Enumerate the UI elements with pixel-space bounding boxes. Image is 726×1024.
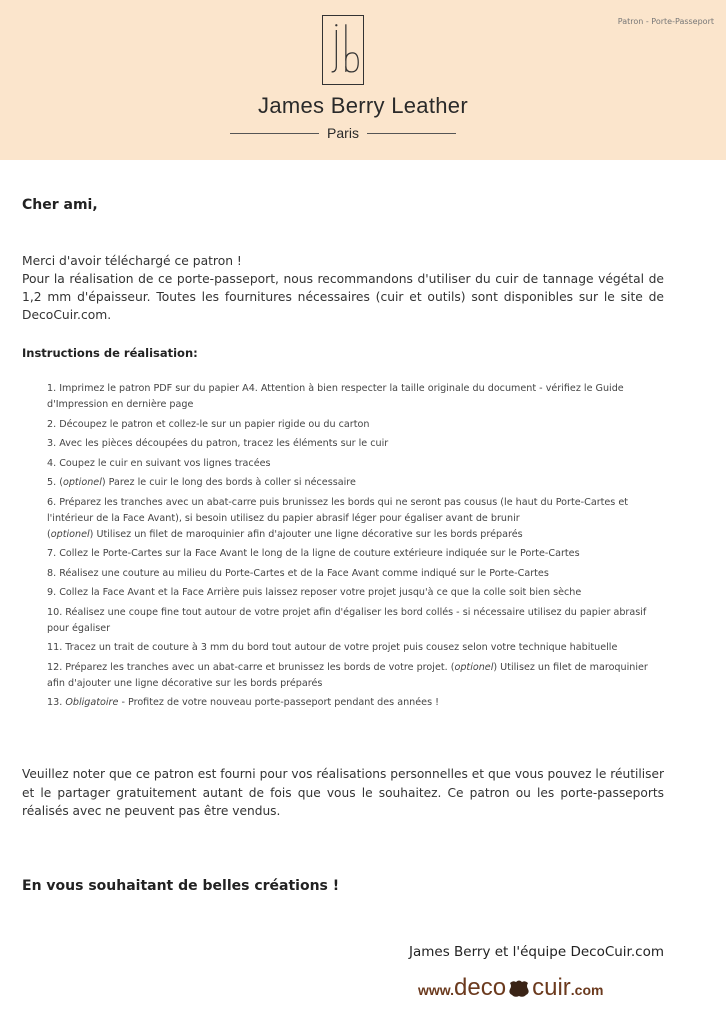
intro-text [22, 252, 664, 324]
closing-wishes: En vous souhaitant de belles créations ! [22, 878, 340, 894]
greeting: Cher ami, [22, 197, 98, 213]
jb-monogram-icon [323, 16, 363, 84]
brand-logo [322, 15, 364, 85]
page-header [0, 0, 726, 160]
step-item: 6. Préparez les tranches avec un abat-carre puis brunissez les bords qui ne seront pas cousus (le haut du Porte-Cartes et l'intérieur de la Face Avant), si besoin utilisez du papier abrasif léger pour égaliser avant de brunir [47, 496, 629, 524]
step-item: 5. (optionel) Parez le cuir le long des bords à coller si nécessaire [47, 477, 356, 488]
instruction-steps [47, 381, 664, 715]
step-item: 9. Collez la Face Avant et la Face Arrière puis laissez reposer votre projet jusqu'à ce que la colle soit bien sèche [47, 587, 582, 598]
step-item: 2. Découpez le patron et collez-le sur un papier rigide ou du carton [47, 418, 370, 430]
site-name-part1: deco [454, 974, 507, 1001]
usage-note: Veuillez noter que ce patron est fourni pour vos réalisations personnelles et que vous pouvez le réutiliser et le partager gratuitement autant de fois que vous le souhaitez. Ce patron ou les porte-passeports réalisés avec ne peuvent pas être vendus. [22, 767, 664, 818]
instructions-title: Instructions de réalisation: [22, 346, 198, 360]
step-item: (optionel) Utilisez un filet de maroquinier afin d'ajouter une ligne décorative sur les bords préparés [47, 528, 523, 540]
step-item: 11. Tracez un trait de couture à 3 mm du bord tout autour de votre projet puis cousez selon votre technique habituelle [47, 642, 618, 653]
brand-name: James Berry Leather [258, 93, 468, 118]
step-item: 13. Obligatoire - Profitez de votre nouveau porte-passeport pendant des années ! [47, 697, 439, 708]
brand-city-row [230, 124, 456, 142]
intro-paragraph: Pour la réalisation de ce porte-passeport, nous recommandons d'utiliser du cuir de tannage végétal de 1,2 mm d'épaisseur. Toutes les fournitures nécessaires (cuir et outils) sont disponibles sur le site de DecoCuir.com. [22, 272, 664, 322]
step-item: 8. Réalisez une couture au milieu du Porte-Cartes et de la Face Avant comme indiqué sur le Porte-Cartes [47, 567, 549, 579]
step-item: 3. Avec les pièces découpées du patron, tracez les éléments sur le cuir [47, 438, 389, 449]
step-item: 12. Préparez les tranches avec un abat-carre et brunissez les bords de votre projet. (optionel) Utilisez un filet de maroquinier afin d'ajouter une ligne décorative sur les bords préparés [47, 661, 648, 689]
divider [367, 133, 456, 134]
document-tag: Patron - Porte-Passeport [617, 17, 714, 26]
step-item: 1. Imprimez le patron PDF sur du papier A4. Attention à bien respecter la taille originale du document - vérifiez le Guide d'Impression en dernière page [47, 383, 624, 410]
step-item: 4. Coupez le cuir en suivant vos lignes tracées [47, 457, 271, 469]
decocuir-logo[interactable] [418, 974, 648, 1004]
site-prefix: www. [418, 982, 455, 998]
signature: James Berry et l'équipe DecoCuir.com [409, 944, 664, 960]
step-item: 10. Réalisez une coupe fine tout autour de votre projet afin d'égaliser les bord collés - si nécessaire utilisez du papier abrasif pour égaliser [47, 606, 647, 634]
site-name-part2: cuir [532, 974, 571, 1001]
brand-city: Paris [327, 125, 359, 141]
intro-line: Merci d'avoir téléchargé ce patron ! [22, 254, 242, 268]
step-item: 7. Collez le Porte-Cartes sur la Face Avant le long de la ligne de couture extérieure indiquée sur le Porte-Cartes [47, 548, 580, 559]
site-tld: .com [570, 982, 604, 998]
divider [230, 133, 319, 134]
leather-hide-icon [507, 979, 531, 999]
